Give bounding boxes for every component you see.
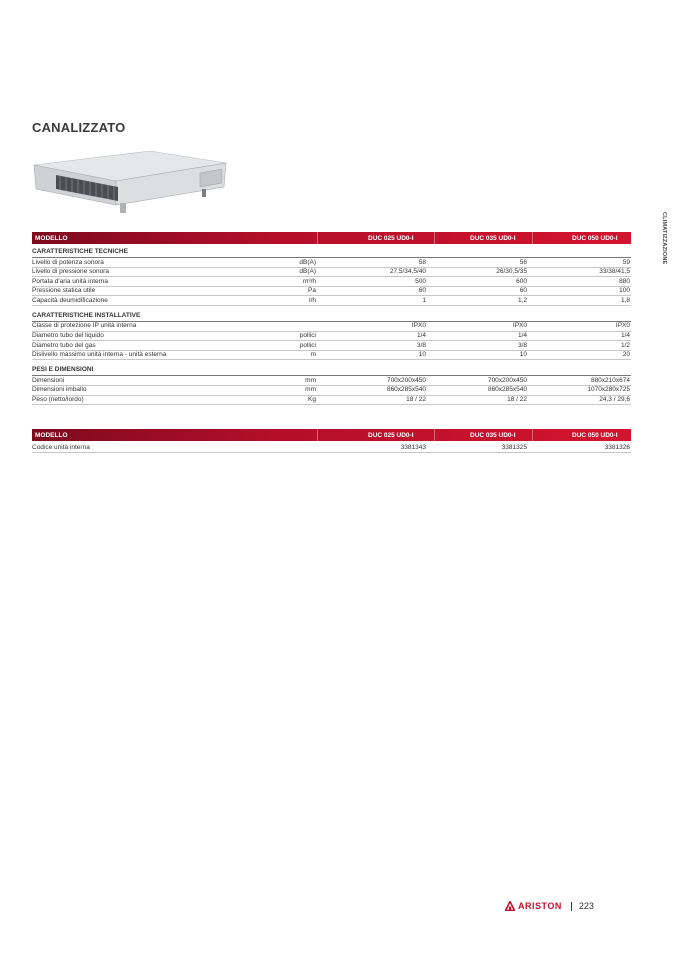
value-050: 59 bbox=[622, 258, 630, 266]
page-number: 223 bbox=[578, 901, 594, 911]
value-035: 10 bbox=[519, 351, 527, 359]
value-050: 20 bbox=[622, 351, 630, 359]
specs-table bbox=[32, 232, 631, 405]
value-035: 3381325 bbox=[501, 443, 527, 451]
section-title: PESI E DIMENSIONI bbox=[32, 366, 94, 374]
value-050: 1,8 bbox=[620, 296, 630, 304]
row-unit: Kg bbox=[308, 396, 316, 404]
value-050: IPX0 bbox=[615, 322, 630, 330]
value-035: 60 bbox=[519, 287, 527, 295]
value-035: 700x200x450 bbox=[487, 376, 527, 384]
row-label: Diametro tubo del liquido bbox=[32, 332, 104, 340]
row-label: Dimensioni imballo bbox=[32, 386, 87, 394]
row-label: Livello di potenza sonora bbox=[32, 258, 104, 266]
row-label: Classe di protezione IP unità interna bbox=[32, 322, 137, 330]
header-model-label: MODELLO bbox=[35, 235, 68, 242]
header-model-025: DUC 025 UD0-I bbox=[368, 235, 414, 242]
table-row bbox=[32, 341, 631, 351]
table-row bbox=[32, 443, 631, 453]
value-035: IPX0 bbox=[512, 322, 527, 330]
row-label: Dimensioni bbox=[32, 376, 65, 384]
value-025: 60 bbox=[418, 287, 426, 295]
page-footer bbox=[505, 899, 594, 913]
row-label: Capacità deumidificazione bbox=[32, 296, 108, 304]
table-row bbox=[32, 376, 631, 386]
row-label: Dislivello massimo unità interna - unità esterna bbox=[32, 351, 167, 359]
table-row bbox=[32, 287, 631, 297]
table-header bbox=[32, 232, 631, 244]
value-035: 1,2 bbox=[517, 296, 527, 304]
header-model-050: DUC 050 UD0-I bbox=[572, 432, 618, 439]
row-unit: l/h bbox=[309, 296, 316, 304]
header-model-025: DUC 025 UD0-I bbox=[368, 432, 414, 439]
row-unit: m bbox=[310, 351, 316, 359]
value-035: 860x285x540 bbox=[487, 386, 527, 394]
row-unit: Pa bbox=[308, 287, 316, 295]
side-label-text: CLIMATIZZAZIONE bbox=[661, 212, 667, 265]
header-model-050: DUC 050 UD0-I bbox=[572, 235, 618, 242]
header-model-035: DUC 035 UD0-I bbox=[470, 432, 516, 439]
value-025: 27,5/34,5/40 bbox=[389, 268, 426, 276]
value-050: 880x210x674 bbox=[590, 376, 630, 384]
table-header bbox=[32, 429, 631, 441]
table-row bbox=[32, 396, 631, 406]
value-025: 1/4 bbox=[416, 332, 426, 340]
value-025: 18 / 22 bbox=[406, 396, 426, 404]
table-row bbox=[32, 277, 631, 287]
value-025: IPX0 bbox=[411, 322, 426, 330]
value-035: 3/8 bbox=[517, 341, 527, 349]
row-label: Pressione statica utile bbox=[32, 287, 96, 295]
value-025: 58 bbox=[418, 258, 426, 266]
row-unit: pollici bbox=[299, 332, 316, 340]
section-heading bbox=[32, 366, 631, 376]
footer-divider bbox=[571, 902, 572, 911]
row-label: Livello di pressione sonora bbox=[32, 268, 109, 276]
value-025: 500 bbox=[415, 277, 426, 285]
table-row bbox=[32, 258, 631, 268]
brand-name: ARISTON bbox=[518, 901, 562, 911]
value-035: 600 bbox=[516, 277, 527, 285]
value-035: 26/30,5/35 bbox=[496, 268, 527, 276]
row-unit: m³/h bbox=[303, 277, 316, 285]
section-title: CARATTERISTICHE INSTALLATIVE bbox=[32, 311, 141, 319]
section-title: CARATTERISTICHE TECNICHE bbox=[32, 248, 128, 255]
value-025: 860x285x540 bbox=[386, 386, 426, 394]
row-unit: mm bbox=[305, 376, 316, 384]
value-025: 3381343 bbox=[400, 443, 426, 451]
header-model-label: MODELLO bbox=[35, 432, 68, 439]
value-025: 10 bbox=[418, 351, 426, 359]
row-unit: dB(A) bbox=[299, 258, 316, 266]
header-model-035: DUC 035 UD0-I bbox=[470, 235, 516, 242]
section-heading bbox=[32, 248, 631, 258]
table-row bbox=[32, 332, 631, 342]
value-050: 1/2 bbox=[620, 341, 630, 349]
row-label: Diametro tubo del gas bbox=[32, 341, 96, 349]
row-label: Codice unità interna bbox=[32, 443, 90, 451]
value-050: 3381326 bbox=[604, 443, 630, 451]
ariston-logo-icon bbox=[505, 901, 515, 911]
value-025: 1 bbox=[422, 296, 426, 304]
value-050: 100 bbox=[619, 287, 630, 295]
value-050: 33/38/41,5 bbox=[599, 268, 630, 276]
table-row bbox=[32, 322, 631, 332]
value-035: 56 bbox=[519, 258, 527, 266]
section-heading bbox=[32, 312, 631, 322]
codes-table bbox=[32, 429, 631, 453]
row-unit: mm bbox=[305, 386, 316, 394]
value-050: 1/4 bbox=[620, 332, 630, 340]
row-unit: dB(A) bbox=[299, 268, 316, 276]
section-side-label bbox=[651, 212, 671, 272]
row-label: Peso (netto/lordo) bbox=[32, 396, 84, 404]
table-row bbox=[32, 268, 631, 278]
table-row bbox=[32, 386, 631, 396]
table-row bbox=[32, 296, 631, 306]
page-title: CANALIZZATO bbox=[32, 120, 126, 135]
value-035: 1/4 bbox=[517, 332, 527, 340]
value-050: 24,3 / 29,6 bbox=[599, 396, 630, 404]
table-row bbox=[32, 351, 631, 361]
value-050: 1070x280x725 bbox=[587, 386, 630, 394]
value-050: 880 bbox=[619, 277, 630, 285]
value-025: 3/8 bbox=[416, 341, 426, 349]
product-image-ducted-unit bbox=[30, 143, 230, 223]
row-label: Portata d'aria unità interna bbox=[32, 277, 109, 285]
value-035: 18 / 22 bbox=[507, 396, 527, 404]
row-unit: pollici bbox=[299, 341, 316, 349]
value-025: 700x200x450 bbox=[386, 376, 426, 384]
